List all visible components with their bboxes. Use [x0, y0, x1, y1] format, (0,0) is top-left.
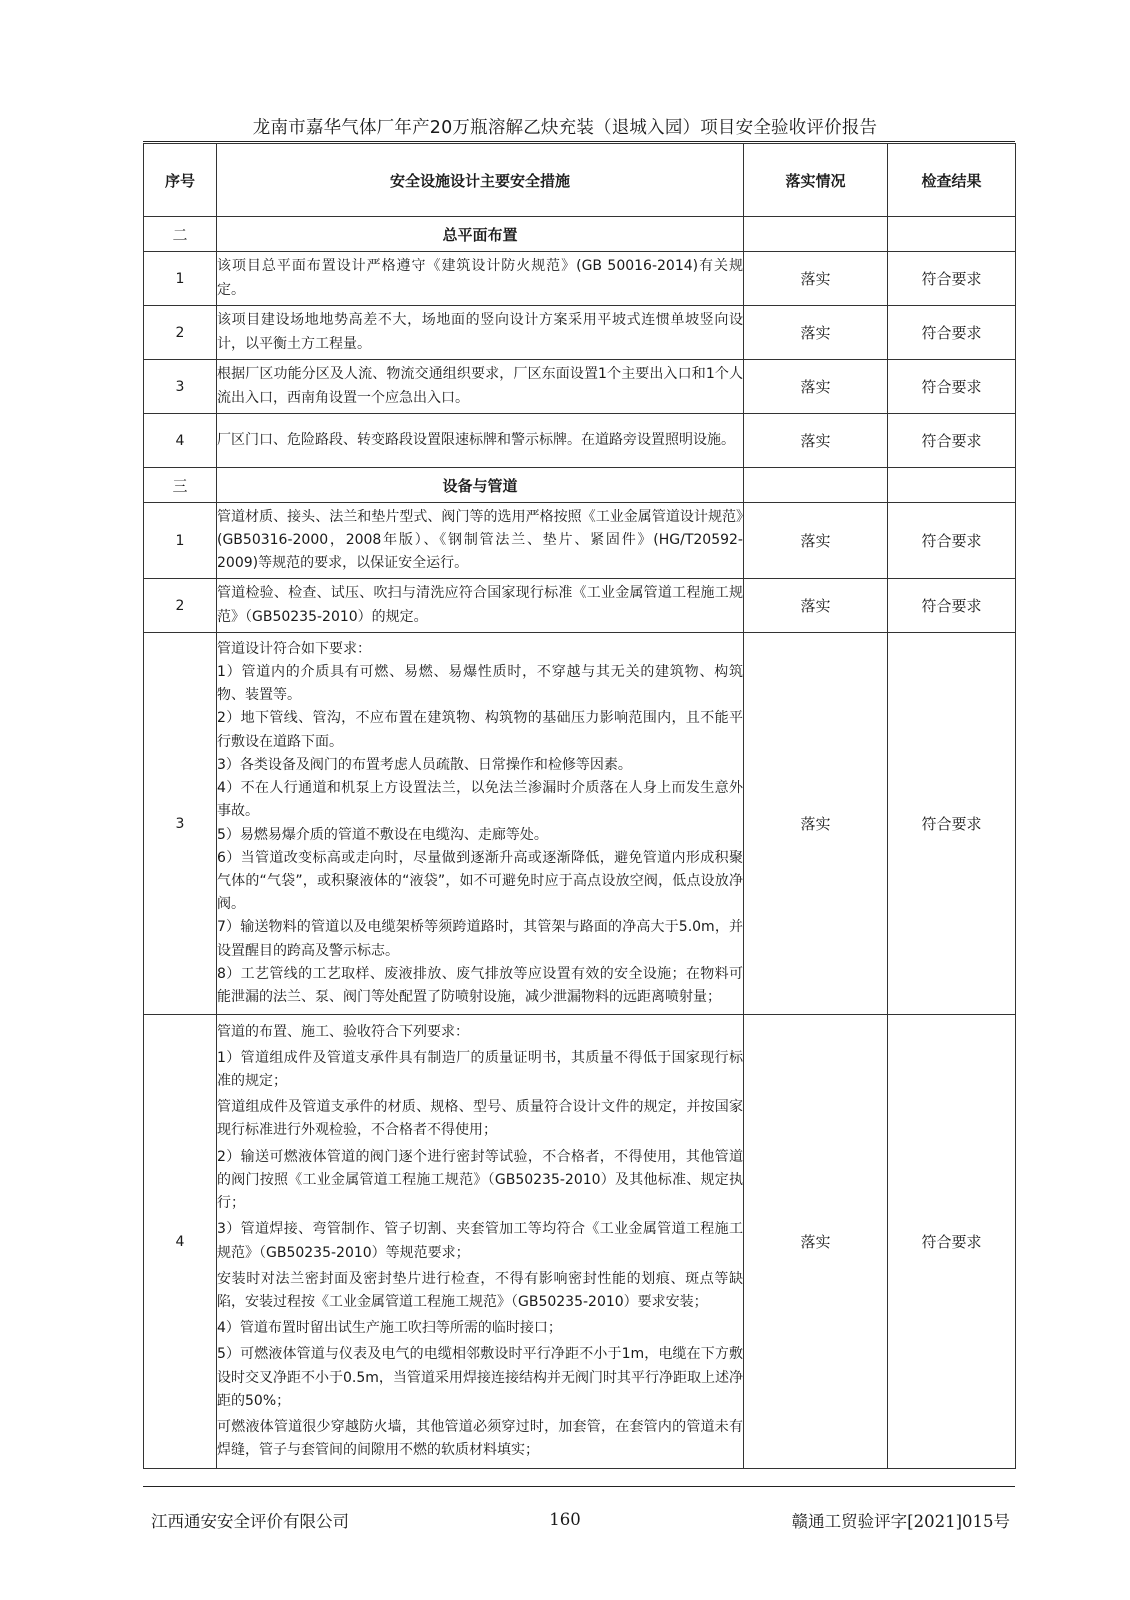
table-row	[144, 579, 1016, 633]
col-header-status: 落实情况	[744, 144, 888, 217]
measure-line: 6）当管道改变标高或走向时，尽量做到逐渐升高或逐渐降低，避免管道内形成积聚气体的“气袋”，或积聚液体的“液袋”，如不可避免时应于高点设放空阀，低点设放净阀。	[217, 849, 743, 913]
result-cell: 符合要求	[888, 252, 1016, 306]
col-header-measures: 安全设施设计主要安全措施	[217, 144, 744, 217]
section-row	[144, 217, 1016, 252]
measure-line: 4）管道布置时留出试生产施工吹扫等所需的临时接口；	[217, 1320, 562, 1337]
footer-rule	[143, 1486, 1015, 1487]
measure-line: 7）输送物料的管道以及电缆架桥等须跨道路时，其管架与路面的净高大于5.0m，并设置醒目的跨高及警示标志。	[217, 919, 743, 959]
measure-line: 管道的布置、施工、验收符合下列要求：	[217, 1023, 469, 1040]
section-row	[144, 468, 1016, 503]
measure-line: 根据厂区功能分区及人流、物流交通组织要求，厂区东面设置1个主要出入口和1个人流出入口，西南角设置一个应急出入口。	[217, 366, 743, 406]
result-cell: 符合要求	[888, 633, 1016, 1015]
empty-cell	[888, 468, 1016, 503]
result-cell: 符合要求	[888, 579, 1016, 633]
status-cell: 落实	[744, 503, 888, 579]
result-cell: 符合要求	[888, 503, 1016, 579]
measure-line: 3）各类设备及阀门的布置考虑人员疏散、日常操作和检修等因素。	[217, 756, 632, 773]
measure-line: 该项目建设场地地势高差不大，场地面的竖向设计方案采用平坡式连惯单坡竖向设计，以平衡土方工程量。	[217, 312, 743, 352]
measure-text	[217, 360, 744, 414]
footer-doc-code: 赣通工贸验评字[2021]015号	[791, 1512, 1010, 1531]
measure-text	[217, 306, 744, 360]
empty-cell	[744, 217, 888, 252]
row-number: 4	[144, 1015, 217, 1469]
result-cell: 符合要求	[888, 360, 1016, 414]
col-header-result: 检查结果	[888, 144, 1016, 217]
section-number: 三	[144, 468, 217, 503]
section-title: 设备与管道	[217, 468, 744, 503]
measure-line: 8）工艺管线的工艺取样、废液排放、废气排放等应设置有效的安全设施；在物料可能泄漏的法兰、泵、阀门等处配置了防喷射设施，减少泄漏物料的远距离喷射量；	[217, 965, 743, 1005]
measure-line: 1）管道内的介质具有可燃、易燃、易爆性质时，不穿越与其无关的建筑物、构筑物、装置等。	[217, 664, 743, 704]
status-cell: 落实	[744, 579, 888, 633]
measure-text	[217, 1015, 744, 1469]
status-cell: 落实	[744, 360, 888, 414]
result-cell: 符合要求	[888, 306, 1016, 360]
table-row	[144, 503, 1016, 579]
measure-line: 可燃液体管道很少穿越防火墙，其他管道必须穿过时，加套管，在套管内的管道未有焊缝，管子与套管间的间隙用不燃的软质材料填实；	[217, 1418, 743, 1459]
table-row	[144, 1015, 1016, 1469]
measure-line: 2）地下管线、管沟，不应布置在建筑物、构筑物的基础压力影响范围内，且不能平行敷设在道路下面。	[217, 710, 743, 750]
measure-text	[217, 414, 744, 468]
row-number: 2	[144, 579, 217, 633]
status-cell: 落实	[744, 633, 888, 1015]
row-number: 1	[144, 252, 217, 306]
measure-line: 4）不在人行通道和机泵上方设置法兰，以免法兰渗漏时介质落在人身上而发生意外事故。	[217, 780, 743, 820]
table-row	[144, 252, 1016, 306]
measure-line: 5）易燃易爆介质的管道不敷设在电缆沟、走廊等处。	[217, 826, 548, 843]
section-number: 二	[144, 217, 217, 252]
status-cell: 落实	[744, 306, 888, 360]
empty-cell	[888, 217, 1016, 252]
measure-line: 管道组成件及管道支承件的材质、规格、型号、质量符合设计文件的规定，并按国家现行标准进行外观检验，不合格者不得使用；	[217, 1099, 743, 1139]
status-cell: 落实	[744, 252, 888, 306]
status-cell: 落实	[744, 1015, 888, 1469]
row-number: 3	[144, 633, 217, 1015]
table-row	[144, 414, 1016, 468]
measure-line: 该项目总平面布置设计严格遵守《建筑设计防火规范》(GB 50016-2014)有关规定。	[217, 258, 743, 298]
table-row	[144, 633, 1016, 1015]
col-header-number: 序号	[144, 144, 217, 217]
measure-line: 5）可燃液体管道与仪表及电气的电缆相邻敷设时平行净距不小于1m，电缆在下方敷设时交叉净距不小于0.5m，当管道采用焊接连接结构并无阀门时其平行净距取上述净距的50%；	[217, 1346, 743, 1409]
measure-text	[217, 252, 744, 306]
report-title: 龙南市嘉华气体厂年产20万瓶溶解乙炔充装（退城入园）项目安全验收评价报告	[252, 118, 878, 138]
measure-line: 管道检验、检查、试压、吹扫与清洗应符合国家现行标准《工业金属管道工程施工规范》（GB50235-2010）的规定。	[217, 585, 743, 625]
table-row	[144, 306, 1016, 360]
section-title: 总平面布置	[217, 217, 744, 252]
table-row	[144, 360, 1016, 414]
row-number: 2	[144, 306, 217, 360]
measure-line: 3）管道焊接、弯管制作、管子切割、夹套管加工等均符合《工业金属管道工程施工规范》（GB50235-2010）等规范要求；	[217, 1221, 743, 1261]
measure-line: 管道设计符合如下要求：	[217, 640, 371, 657]
measure-line: 1）管道组成件及管道支承件具有制造厂的质量证明书，其质量不得低于国家现行标准的规定；	[217, 1049, 743, 1090]
page-number: 160	[549, 1510, 581, 1529]
measure-text	[217, 633, 744, 1015]
result-cell: 符合要求	[888, 1015, 1016, 1469]
row-number: 3	[144, 360, 217, 414]
status-cell: 落实	[744, 414, 888, 468]
row-number: 4	[144, 414, 217, 468]
measure-text	[217, 579, 744, 633]
empty-cell	[744, 468, 888, 503]
measure-line: 安装时对法兰密封面及密封垫片进行检查，不得有影响密封性能的划痕、斑点等缺陷，安装过程按《工业金属管道工程施工规范》（GB50235-2010）要求安装；	[217, 1270, 743, 1310]
safety-measures-table	[143, 143, 1016, 1469]
measure-line: 管道材质、接头、法兰和垫片型式、阀门等的选用严格按照《工业金属管道设计规范》(GB50316-2000，2008年版）、《钢制管法兰、垫片、紧固件》(HG/T20592-2009)等规范的要求，以保证安全运行。	[217, 508, 743, 572]
header-rule	[143, 141, 1015, 142]
footer-company: 江西通安安全评价有限公司	[151, 1512, 349, 1531]
measure-line: 厂区门口、危险路段、转变路段设置限速标牌和警示标牌。在道路旁设置照明设施。	[217, 431, 735, 448]
result-cell: 符合要求	[888, 414, 1016, 468]
measure-text	[217, 503, 744, 579]
row-number: 1	[144, 503, 217, 579]
table-header-row	[144, 144, 1016, 217]
measure-line: 2）输送可燃液体管道的阀门逐个进行密封等试验，不合格者，不得使用，其他管道的阀门按照《工业金属管道工程施工规范》（GB50235-2010）及其他标准、规定执行；	[217, 1148, 743, 1212]
